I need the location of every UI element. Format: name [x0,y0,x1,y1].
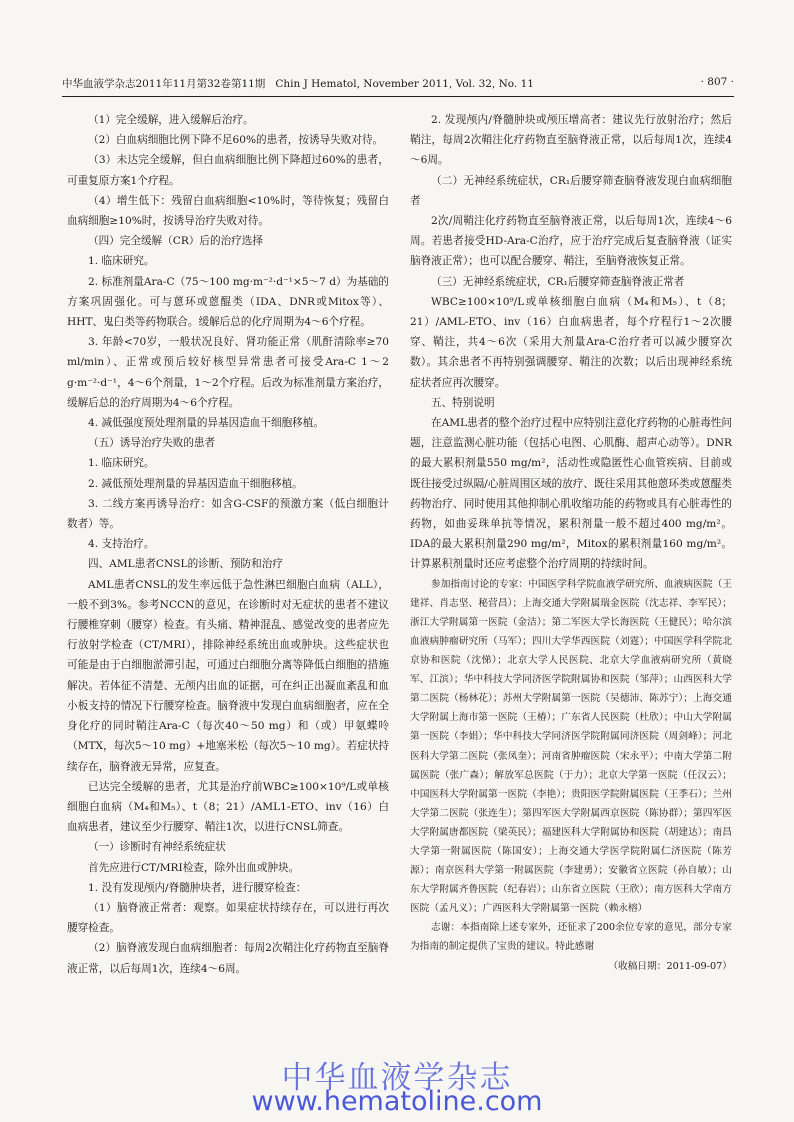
paragraph: （4）增生低下：残留白血病细胞<10%时，等待恢复；残留白血病细胞≥10%时，按诱导治疗失败对待。 [67,194,389,228]
section-heading: 五、特别说明 [431,396,495,409]
received-date: （收稿日期：2011-09-07） [608,960,732,972]
paragraph: （3）未达完全缓解，但白血病细胞比例下降超过60%的患者，可重复原方案1个疗程。 [67,154,389,187]
section-heading: （二）无神经系统症状，CR₁后腰穿筛查脑脊液发现白血病细胞者 [410,174,732,207]
right-column [410,110,732,976]
acknowledgement: 志谢：本指南除上述专家外，还征求了200余位专家的意见，部分专家为指南的制定提供了宝贵的建议。特此感谢 [410,922,732,953]
watermark-title: 中华血液学杂志 [281,1060,513,1096]
paragraph: （1）脑脊液正常者：观察。如果症状持续存在，可以进行再次腰穿检查。 [67,901,389,935]
journal-english: Chin J Hematol, November 2011, Vol. 32, No. 11 [275,78,534,90]
paragraph: 4. 减低强度预处理剂量的异基因造血干细胞移植。 [88,417,324,430]
paragraph: 1. 临床研究。 [88,457,155,470]
paragraph: 2. 标准剂量Ara-C（75～100 mg·m⁻²·d⁻¹×5～7 d）为基础的方案巩固强化。可与蒽环或蒽醌类（IDA、DNR或Mitox等）、HHT、鬼臼类等药物联合。缓解后总的化疗周期为4～6个疗程。 [67,275,389,329]
left-column [67,110,389,979]
running-header [62,76,734,94]
contributors-list: 参加指南讨论的专家：中国医学科学院血液学研究所、血液病医院（王建祥、肖志坚、秘营昌）；上海交通大学附属瑞金医院（沈志祥、李军民）；浙江大学附属第一医院（金洁）；第二军医大学长海医院（王健民）；哈尔滨血液病肿瘤研究所（马军）；四川大学华西医院（刘霆）；中国医学科学院北京协和医院（沈悌）；北京大学人民医院、北京大学血液病研究所（黄晓军、江滨）；华中科技大学同济医学院附属协和医院（邹萍）；山西医科大学第二医院（杨林花）；苏州大学附属第一医院（吴德沛、陈苏宁）；上海交通大学附属上海市第一医院（王椿）；广东省人民医院（杜欣）；中山大学附属第一医院（李娟）；华中科技大学同济医学院附属同济医院（周剑峰）；河北医科大学第二医院（张凤奎）；河南省肿瘤医院（宋永平）；中南大学第二附属医院（张广森）；解放军总医院（于力）；北京大学第一医院（任汉云）；中国医科大学附属第一医院（李艳）；贵阳医学院附属医院（王季石）；兰州大学第二医院（张连生）；第四军医大学附属西京医院（陈协群）；第四军医大学附属唐都医院（梁英民）；福建医科大学附属协和医院（胡建达）；南昌大学第一附属医院（陈国安）；上海交通大学医学院附属仁济医院（陈芳源）；南京医科大学第一附属医院（李建勇）；安徽省立医院（孙自敏）；山东大学附属齐鲁医院（纪春岩）；山东省立医院（王欣）；南方医科大学南方医院（孟凡义）；广西医科大学附属第一医院（赖永榕） [410,578,732,915]
section-heading: （三）无神经系统症状，CR₁后腰穿筛查脑脊液正常者 [431,275,685,288]
paragraph: （2）脑脊液发现白血病细胞者：每周2次鞘注化疗药物直至脑脊液正常，以后每周1次，连续4～6周。 [67,942,389,975]
journal-citation [62,76,534,91]
paragraph: 1. 没有发现颅内/脊髓肿块者，进行腰穿检查： [88,881,307,894]
paragraph: 4. 支持治疗。 [88,538,155,551]
paragraph: 2. 减低预处理剂量的异基因造血干细胞移植。 [88,477,303,490]
paragraph: AML患者CNSL的发生率远低于急性淋巴细胞白血病（ALL），一般不到3%。参考NCCN的意见，在诊断时对无症状的患者不建议行腰椎穿刺（腰穿）检查。有头痛、精神混乱、感觉改变的患者应先行放射学检查（CT/MRI），排除神经系统出血或肿块。这些症状也可能是由于白细胞淤滞引起，可通过白细胞分离等降低白细胞的措施解决。若体征不清楚、无颅内出血的证据，可在纠正出凝血紊乱和血小板支持的情况下行腰穿检查。脑脊液中发现白血病细胞者，应在全身化疗的同时鞘注Ara-C（每次40～50 mg）和（或）甲氨蝶呤（MTX，每次5～10 mg）+地塞米松（每次5～10 mg）。若症状持续存在，脑脊液无异常，应复查。 [67,578,389,773]
header-rule [62,96,734,97]
paragraph: 首先应进行CT/MRI检查，除外出血或肿块。 [88,861,300,874]
paragraph: 在AML患者的整个治疗过程中应特别注意化疗药物的心脏毒性问题，注意监测心脏功能（包括心电图、心肌酶、超声心动等）。DNR的最大累积剂量550 mg/m²，活动性或隐匿性心血管疾病、目前或既往接受过纵隔/心脏周围区域的放疗、既往采用其他蒽环类或蒽醌类药物治疗、同时使用其他抑制心肌收缩功能的药物或具有心脏毒性的药物，如曲妥珠单抗等情况，累积剂量一般不超过400 mg/m²。IDA的最大累积剂量290 mg/m²，Mitox的累积剂量160 mg/m²。计算累积剂量时还应考虑整个治疗周期的持续时间。 [410,417,732,571]
section-heading: （四）完全缓解（CR）后的治疗选择 [88,235,263,248]
journal-name: 中华血液学杂志2011年11月第32卷第11期 [62,78,266,90]
paragraph: WBC≥100×10⁹/L或单核细胞白血病（M₄和M₅）、t（8；21）/AML-ETO、inv（16）白血病患者，每个疗程行1～2次腰穿、鞘注，共4～6次（采用大剂量Ara-C治疗者可以减少腰穿次数）。其余患者不再特别强调腰穿、鞘注的次数；以后出现神经系统症状者应再次腰穿。 [410,295,732,389]
paragraph: 3. 年龄<70岁，一般状况良好、肾功能正常（肌酐清除率≥70 ml/min）、正常或预后较好核型异常患者可接受Ara-C 1～2 g·m⁻²·d⁻¹，4～6个剂量，1～2个疗程。后改为标准剂量方案治疗，缓解后总的治疗周期为4～6个疗程。 [67,336,389,409]
section-heading: 四、AML患者CNSL的诊断、预防和治疗 [88,558,283,571]
paragraph: 2. 发现颅内/脊髓肿块或颅压增高者：建议先行放射治疗；然后鞘注，每周2次鞘注化疗药物直至脑脊液正常，以后每周1次，连续4～6周。 [410,114,732,167]
paragraph: 3. 二线方案再诱导治疗：如含G-CSF的预激方案（低白细胞计数者）等。 [67,497,389,531]
paragraph: 1. 临床研究。 [88,255,155,268]
page-number: · 807 · [700,76,734,88]
watermark-url: www.hematoline.com [251,1086,543,1117]
section-heading: （五）诱导治疗失败的患者 [88,437,216,450]
paragraph: （2）白血病细胞比例下降不足60%的患者，按诱导失败对待。 [88,134,384,147]
paragraph: （1）完全缓解，进入缓解后治疗。 [88,114,254,126]
paragraph: 已达完全缓解的患者，尤其是治疗前WBC≥100×10⁹/L或单核细胞白血病（M₄和M₅）、t（8；21）/AML1-ETO、inv（16）白血病患者，建议至少行腰穿、鞘注1次，以进行CNSL筛查。 [67,780,389,834]
paragraph: 2次/周鞘注化疗药物直至脑脊液正常，以后每周1次，连续4～6周。若患者接受HD-Ara-C治疗，应于治疗完成后复查脑脊液（证实脑脊液正常）；也可以配合腰穿、鞘注，至脑脊液恢复正常。 [410,215,732,268]
section-heading: （一）诊断时有神经系统症状 [88,841,226,854]
